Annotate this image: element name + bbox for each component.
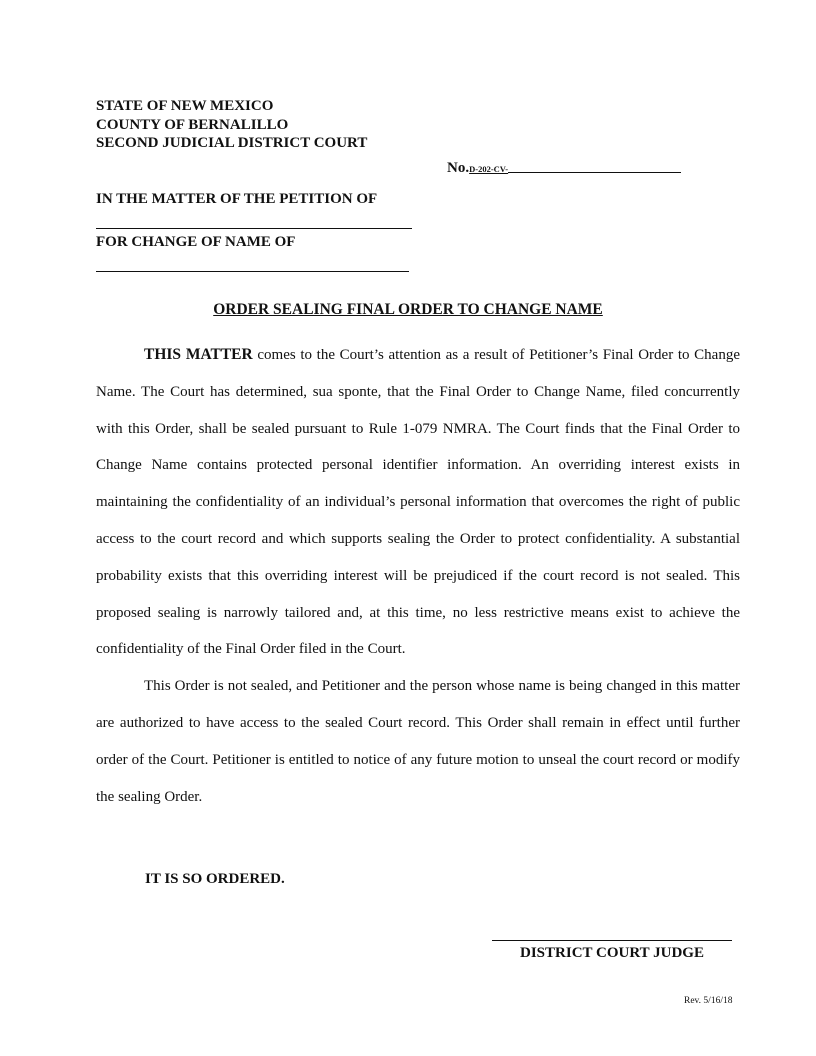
petitioner-name-blank [96,228,412,229]
paragraph-1-text: comes to the Court’s attention as a result of Petitioner’s Final Order to Change Name. The Court has determined, sua sponte, that the Final Order to Change Name, filed concurrently with this Order, shall be sealed pursuant to Rule 1-079 NMRA. The Court finds that the Final Order to Change Name contains protected personal identifier information. An overriding interest exists in maintaining the confidentiality of an individual’s personal information that overcomes the right of public access to the court record and which supports sealing the Order to protect confidentiality. A substantial probability exists that this overriding interest will be prejudiced if the court record is not sealed. This proposed sealing is narrowly tailored and, at this time, no less restrictive means exist to achieve the confidentiality of the Final Order filed in the Court. [96,347,740,658]
name-to-change-blank [96,271,409,272]
case-number-blank [508,161,681,173]
document-title-text: ORDER SEALING FINAL ORDER TO CHANGE NAME [213,301,603,318]
body-paragraph-2: This Order is not sealed, and Petitioner and the person whose name is being changed in this matter are authorized to have access to the sealed Court record. This Order shall remain in effect until further order of the Court. Petitioner is entitled to notice of any future motion to unseal the court record or modify the sealing Order. [96,678,740,805]
court-heading: SECOND JUDICIAL DISTRICT COURT [96,135,368,151]
lead-in: THIS MATTER [144,346,253,363]
state-heading: STATE OF NEW MEXICO [96,98,274,114]
so-ordered: IT IS SO ORDERED. [145,871,285,887]
signature-line [492,940,732,941]
case-number-label: No. [447,160,470,176]
judge-signature-label: DISTRICT COURT JUDGE [520,945,704,961]
petition-heading: IN THE MATTER OF THE PETITION OF [96,191,378,207]
document-title [96,301,720,319]
case-number-prefix: D-202-CV- [469,164,509,174]
county-heading: COUNTY OF BERNALILLO [96,116,289,133]
change-of-name-heading: FOR CHANGE OF NAME OF [96,234,296,250]
case-number [447,160,681,177]
body-paragraph-1 [96,337,740,668]
revision-date: Rev. 5/16/18 [684,996,733,1006]
court-caption [96,97,367,153]
order-body [96,337,740,815]
